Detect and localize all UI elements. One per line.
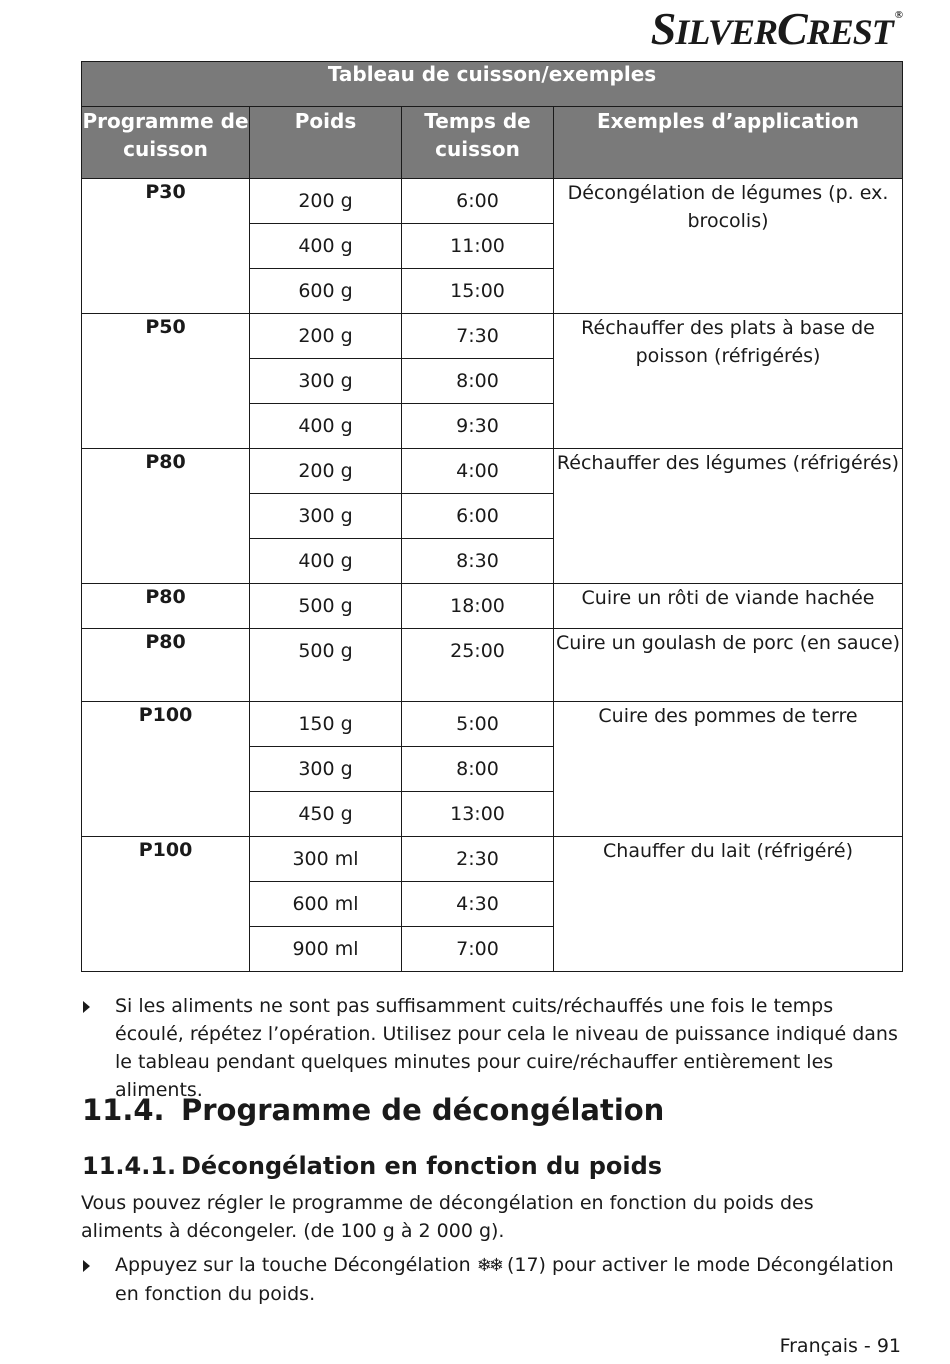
program-cell: P80 xyxy=(82,449,250,584)
weight-cell: 300 ml xyxy=(250,837,402,882)
example-cell: Cuire un goulash de porc (en sauce) xyxy=(554,629,903,702)
weight-cell: 400 g xyxy=(250,224,402,269)
weight-cell: 200 g xyxy=(250,449,402,494)
example-cell: Réchauffer des légumes (réfrigérés) xyxy=(554,449,903,584)
example-cell: Cuire des pommes de terre xyxy=(554,702,903,837)
weight-cell: 400 g xyxy=(250,539,402,584)
weight-cell: 400 g xyxy=(250,404,402,449)
example-cell: Chauffer du lait (réfrigéré) xyxy=(554,837,903,972)
time-cell: 4:00 xyxy=(402,449,554,494)
time-cell: 7:00 xyxy=(402,927,554,972)
subsection-title: Décongélation en fonction du poids xyxy=(181,1152,663,1180)
program-cell: P100 xyxy=(82,837,250,972)
time-cell: 8:00 xyxy=(402,359,554,404)
note-text: Si les aliments ne sont pas suffisamment cuits/réchauffés une fois le temps écoulé, répétez l’opération. Utilisez pour cela le niveau de puissance indiqué dans le tableau pendant quelques minutes pour cuire/réchauffer entièrement les aliments. xyxy=(115,995,898,1101)
time-cell: 13:00 xyxy=(402,792,554,837)
time-cell: 4:30 xyxy=(402,882,554,927)
weight-cell: 200 g xyxy=(250,179,402,224)
program-cell: P80 xyxy=(82,629,250,702)
section-title: Programme de décongélation xyxy=(181,1093,665,1127)
subsection-heading xyxy=(82,1152,662,1180)
note-bullet xyxy=(81,992,901,1104)
time-cell: 6:00 xyxy=(402,179,554,224)
program-cell: P30 xyxy=(82,179,250,314)
time-cell: 18:00 xyxy=(402,584,554,629)
table-row xyxy=(82,702,903,747)
bullet-arrow-icon xyxy=(83,1001,90,1013)
table-caption: Tableau de cuisson/exemples xyxy=(82,62,903,107)
weight-cell: 300 g xyxy=(250,359,402,404)
example-cell: Réchauffer des plats à base de poisson (réfrigérés) xyxy=(554,314,903,449)
time-cell: 5:00 xyxy=(402,702,554,747)
subsection-number: 11.4.1. xyxy=(82,1152,177,1180)
time-cell: 8:30 xyxy=(402,539,554,584)
weight-cell: 300 g xyxy=(250,747,402,792)
program-cell: P100 xyxy=(82,702,250,837)
instruction-text: Appuyez sur la touche Décongélation ❄❄ (17) pour activer le mode Décongélation en fonction du poids. xyxy=(115,1254,894,1305)
time-cell: 7:30 xyxy=(402,314,554,359)
instruction-bullet xyxy=(81,1251,901,1308)
table-row xyxy=(82,837,903,882)
intro-paragraph: Vous pouvez régler le programme de décongélation en fonction du poids des aliments à décongeler. (de 100 g à 2 000 g). xyxy=(81,1192,814,1242)
snowflake-icon: ❄❄ xyxy=(476,1255,501,1276)
weight-cell: 300 g xyxy=(250,494,402,539)
weight-cell: 600 g xyxy=(250,269,402,314)
weight-cell: 150 g xyxy=(250,702,402,747)
time-cell: 2:30 xyxy=(402,837,554,882)
program-cell: P50 xyxy=(82,314,250,449)
section-number: 11.4. xyxy=(82,1093,165,1127)
table-row xyxy=(82,179,903,224)
program-cell: P80 xyxy=(82,584,250,629)
weight-cell: 450 g xyxy=(250,792,402,837)
time-cell: 9:30 xyxy=(402,404,554,449)
table-row xyxy=(82,314,903,359)
header-weight: Poids xyxy=(250,107,402,179)
cooking-table xyxy=(81,61,903,972)
example-cell: Cuire un rôti de viande hachée xyxy=(554,584,903,629)
time-cell: 25:00 xyxy=(402,629,554,702)
weight-cell: 600 ml xyxy=(250,882,402,927)
example-cell: Décongélation de légumes (p. ex. brocolis) xyxy=(554,179,903,314)
section-heading xyxy=(82,1093,664,1127)
header-examples: Exemples d’application xyxy=(554,107,903,179)
table-row xyxy=(82,449,903,494)
table-row xyxy=(82,629,903,702)
weight-cell: 500 g xyxy=(250,629,402,702)
time-cell: 11:00 xyxy=(402,224,554,269)
page-footer: Français - 91 xyxy=(779,1335,901,1357)
weight-cell: 200 g xyxy=(250,314,402,359)
bullet-arrow-icon xyxy=(83,1260,90,1272)
weight-cell: 500 g xyxy=(250,584,402,629)
header-program: Programme de cuisson xyxy=(82,107,250,179)
brand-logo: SILVERCREST ® xyxy=(650,3,902,54)
time-cell: 6:00 xyxy=(402,494,554,539)
header-time: Temps de cuisson xyxy=(402,107,554,179)
weight-cell: 900 ml xyxy=(250,927,402,972)
time-cell: 15:00 xyxy=(402,269,554,314)
table-row xyxy=(82,584,903,629)
time-cell: 8:00 xyxy=(402,747,554,792)
